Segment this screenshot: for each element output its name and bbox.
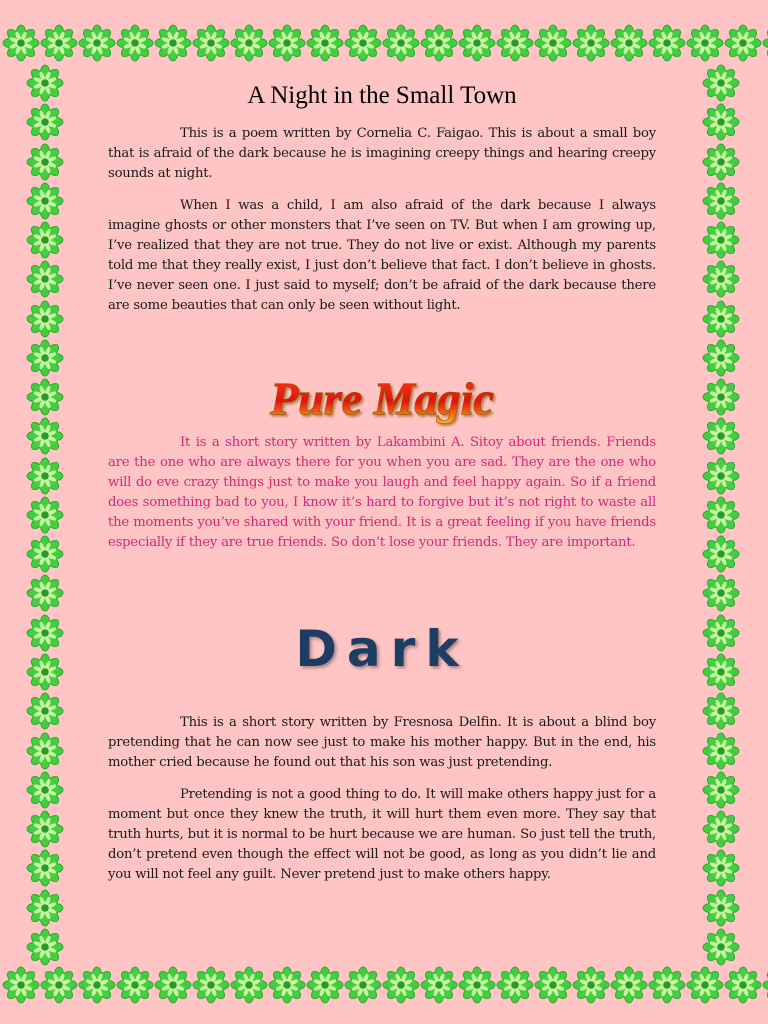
flower-border-top: [0, 24, 768, 64]
green-flower-icon: [458, 966, 496, 1004]
green-flower-icon: [154, 24, 192, 62]
green-flower-icon: [702, 457, 740, 495]
green-flower-icon: [26, 339, 64, 377]
green-flower-icon: [192, 24, 230, 62]
green-flower-icon: [702, 614, 740, 652]
green-flower-icon: [26, 574, 64, 612]
green-flower-icon: [26, 889, 64, 927]
green-flower-icon: [26, 300, 64, 338]
green-flower-icon: [648, 966, 686, 1004]
green-flower-icon: [648, 24, 686, 62]
pure-magic-heading-text: Pure Magic: [270, 373, 494, 424]
green-flower-icon: [230, 966, 268, 1004]
green-flower-icon: [702, 339, 740, 377]
green-flower-icon: [78, 24, 116, 62]
green-flower-icon: [26, 221, 64, 259]
green-flower-icon: [268, 24, 306, 62]
green-flower-icon: [26, 732, 64, 770]
green-flower-icon: [610, 966, 648, 1004]
green-flower-icon: [420, 24, 458, 62]
green-flower-icon: [702, 260, 740, 298]
pure-magic-heading: [108, 368, 656, 430]
green-flower-icon: [116, 966, 154, 1004]
green-flower-icon: [306, 966, 344, 1004]
green-flower-icon: [702, 810, 740, 848]
green-flower-icon: [702, 182, 740, 220]
green-flower-icon: [26, 928, 64, 966]
green-flower-icon: [78, 966, 116, 1004]
green-flower-icon: [702, 692, 740, 730]
page-title: A Night in the Small Town: [247, 82, 517, 109]
flower-border-left: [26, 64, 66, 966]
green-flower-icon: [26, 457, 64, 495]
green-flower-icon: [26, 64, 64, 102]
green-flower-icon: [26, 849, 64, 887]
green-flower-icon: [762, 966, 768, 1004]
green-flower-icon: [702, 143, 740, 181]
green-flower-icon: [26, 614, 64, 652]
green-flower-icon: [702, 300, 740, 338]
green-flower-icon: [762, 24, 768, 62]
green-flower-icon: [534, 966, 572, 1004]
green-flower-icon: [702, 849, 740, 887]
green-flower-icon: [496, 966, 534, 1004]
green-flower-icon: [40, 966, 78, 1004]
green-flower-icon: [26, 771, 64, 809]
green-flower-icon: [686, 24, 724, 62]
green-flower-icon: [534, 24, 572, 62]
dark-paragraph-2: Pretending is not a good thing to do. It will make others happy just for a moment but once they knew the truth, it will hurt them even more. They say that truth hurts, but it is normal to be hurt because we are human. So just tell the truth, don’t pretend even though the effect will not be good, as long as you didn’t lie and you will not feel any guilt. Never pretend just to make others happy.: [108, 787, 656, 882]
flower-border-right: [702, 64, 742, 966]
green-flower-icon: [572, 966, 610, 1004]
green-flower-icon: [420, 966, 458, 1004]
green-flower-icon: [230, 24, 268, 62]
green-flower-icon: [702, 378, 740, 416]
green-flower-icon: [26, 182, 64, 220]
green-flower-icon: [26, 260, 64, 298]
dark-paragraph-1: This is a short story written by Fresnosa Delfin. It is about a blind boy pretending that he can now see just to make his mother happy. But in the end, his mother cried because he found out that his son was just pretending.: [108, 715, 656, 770]
green-flower-icon: [702, 771, 740, 809]
green-flower-icon: [192, 966, 230, 1004]
green-flower-icon: [702, 889, 740, 927]
green-flower-icon: [572, 24, 610, 62]
green-flower-icon: [702, 103, 740, 141]
green-flower-icon: [306, 24, 344, 62]
green-flower-icon: [702, 653, 740, 691]
green-flower-icon: [2, 966, 40, 1004]
flower-border-bottom: [0, 966, 768, 1006]
green-flower-icon: [26, 692, 64, 730]
green-flower-icon: [26, 417, 64, 455]
green-flower-icon: [496, 24, 534, 62]
dark-section: [108, 713, 656, 885]
green-flower-icon: [26, 535, 64, 573]
green-flower-icon: [702, 574, 740, 612]
green-flower-icon: [702, 928, 740, 966]
green-flower-icon: [26, 496, 64, 534]
green-flower-icon: [724, 966, 762, 1004]
section1-paragraph-1: This is a poem written by Cornelia C. Faigao. This is about a small boy that is afraid of the dark because he is imagining creepy things and hearing creepy sounds at night.: [108, 126, 656, 181]
pure-magic-paragraph: It is a short story written by Lakambini A. Sitoy about friends. Friends are the one who are always there for you when you are sad. They are the one who will do eve crazy things just to make you laugh and feel happy again. So if a friend does something bad to you, I know it’s hard to forgive but it’s not right to waste all the moments you’ve shared with your friend. It is a great feeling if you have friends especially if they are true friends. So don’t lose your friends. They are important.: [108, 435, 656, 550]
green-flower-icon: [26, 810, 64, 848]
green-flower-icon: [702, 732, 740, 770]
green-flower-icon: [610, 24, 648, 62]
green-flower-icon: [702, 417, 740, 455]
green-flower-icon: [702, 221, 740, 259]
green-flower-icon: [702, 496, 740, 534]
green-flower-icon: [26, 653, 64, 691]
section1-paragraph-2: When I was a child, I am also afraid of the dark because I always imagine ghosts or other monsters that I’ve seen on TV. But when I am growing up, I’ve realized that they are not true. They do not live or exist. Although my parents told me that they really exist, I just don’t believe that fact. I don’t believe in ghosts. I’ve never seen one. I just said to myself; don’t be afraid of the dark because there are some beauties that can only be seen without light.: [108, 198, 656, 313]
green-flower-icon: [268, 966, 306, 1004]
green-flower-icon: [724, 24, 762, 62]
green-flower-icon: [458, 24, 496, 62]
green-flower-icon: [26, 378, 64, 416]
green-flower-icon: [702, 535, 740, 573]
green-flower-icon: [344, 24, 382, 62]
green-flower-icon: [116, 24, 154, 62]
document-content: [108, 78, 656, 882]
dark-heading: Dark: [295, 620, 469, 678]
green-flower-icon: [344, 966, 382, 1004]
green-flower-icon: [702, 64, 740, 102]
green-flower-icon: [26, 103, 64, 141]
green-flower-icon: [26, 143, 64, 181]
green-flower-icon: [686, 966, 724, 1004]
green-flower-icon: [40, 24, 78, 62]
green-flower-icon: [382, 966, 420, 1004]
green-flower-icon: [154, 966, 192, 1004]
green-flower-icon: [2, 24, 40, 62]
green-flower-icon: [382, 24, 420, 62]
